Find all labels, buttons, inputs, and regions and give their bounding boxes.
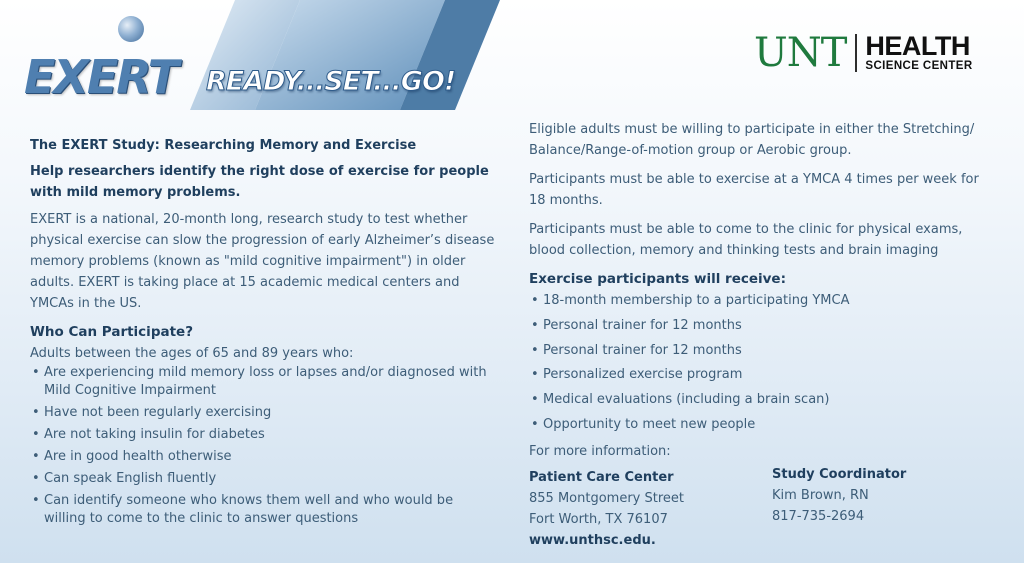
who-heading: Who Can Participate? — [30, 324, 194, 340]
list-item: • Can identify someone who knows them well and who would be willing to come to the clinic to answer questions — [30, 492, 495, 528]
list-item: • Are in good health otherwise — [30, 448, 495, 466]
ymca-requirement-text: Participants must be able to exercise at a YMCA 4 times per week for 18 months. — [529, 172, 979, 208]
list-item: • Are experiencing mild memory loss or lapses and/or diagnosed with Mild Cognitive Impairment — [30, 364, 495, 400]
exert-logo-text: EXERT — [24, 50, 178, 104]
list-item: • Opportunity to meet new people — [529, 414, 999, 435]
coordinator-phone: 817-735-2694 — [772, 509, 865, 524]
coordinator-contact — [772, 464, 906, 527]
benefits-list — [529, 290, 999, 435]
unt-logo-science: SCIENCE CENTER — [865, 60, 973, 73]
list-item: • Personalized exercise program — [529, 364, 999, 385]
more-info-label: For more information: — [529, 443, 671, 459]
clinic-requirement-text: Participants must be able to come to the clinic for physical exams, blood collection, memory and thinking tests and brain imaging — [529, 222, 963, 258]
exert-logo — [22, 14, 192, 104]
list-item: • Can speak English fluently — [30, 470, 495, 488]
who-intro: Adults between the ages of 65 and 89 years who: — [30, 346, 354, 361]
list-item: • Have not been regularly exercising — [30, 404, 495, 422]
unt-health-logo — [754, 32, 973, 74]
header-banner — [0, 0, 1024, 110]
criteria-list — [30, 364, 495, 528]
unt-logo-word: UNT — [754, 30, 847, 76]
street-address: 855 Montgomery Street — [529, 491, 684, 506]
eligibility-text: Eligible adults must be willing to participate in either the Stretching/ Balance/Range-of-motion group or Aerobic group. — [529, 122, 975, 158]
list-item: • Are not taking insulin for diabetes — [30, 426, 495, 444]
city-address: Fort Worth, TX 76107 — [529, 512, 668, 527]
left-column — [30, 135, 495, 532]
receive-heading: Exercise participants will receive: — [529, 271, 786, 287]
coordinator-name: Kim Brown, RN — [772, 488, 869, 503]
list-item: • Personal trainer for 12 months — [529, 340, 999, 361]
unt-logo-health: HEALTH — [865, 31, 970, 62]
patient-care-contact — [529, 467, 684, 551]
tagline: READY...SET...GO! — [206, 66, 456, 97]
list-item: • 18-month membership to a participating YMCA — [529, 290, 999, 311]
study-title: The EXERT Study: Researching Memory and Exercise — [30, 138, 417, 153]
lead-text: Help researchers identify the right dose of exercise for people with mild memory problems. — [30, 164, 489, 200]
list-item: • Medical evaluations (including a brain scan) — [529, 389, 999, 410]
right-column — [529, 119, 999, 462]
logo-divider — [855, 34, 857, 72]
coordinator-title: Study Coordinator — [772, 467, 907, 482]
website-link[interactable]: www.unthsc.edu. — [529, 533, 656, 548]
logo-dot-icon — [118, 16, 144, 42]
patient-care-center-name: Patient Care Center — [529, 470, 674, 485]
study-description: EXERT is a national, 20-month long, research study to test whether physical exercise can slow the progression of early Alzheimer’s disease memory problems (known as "mild cognitive impairment") in older adults. EXERT is taking place at 15 academic medical centers and YMCAs in the US. — [30, 212, 495, 311]
list-item: • Personal trainer for 12 months — [529, 315, 999, 336]
